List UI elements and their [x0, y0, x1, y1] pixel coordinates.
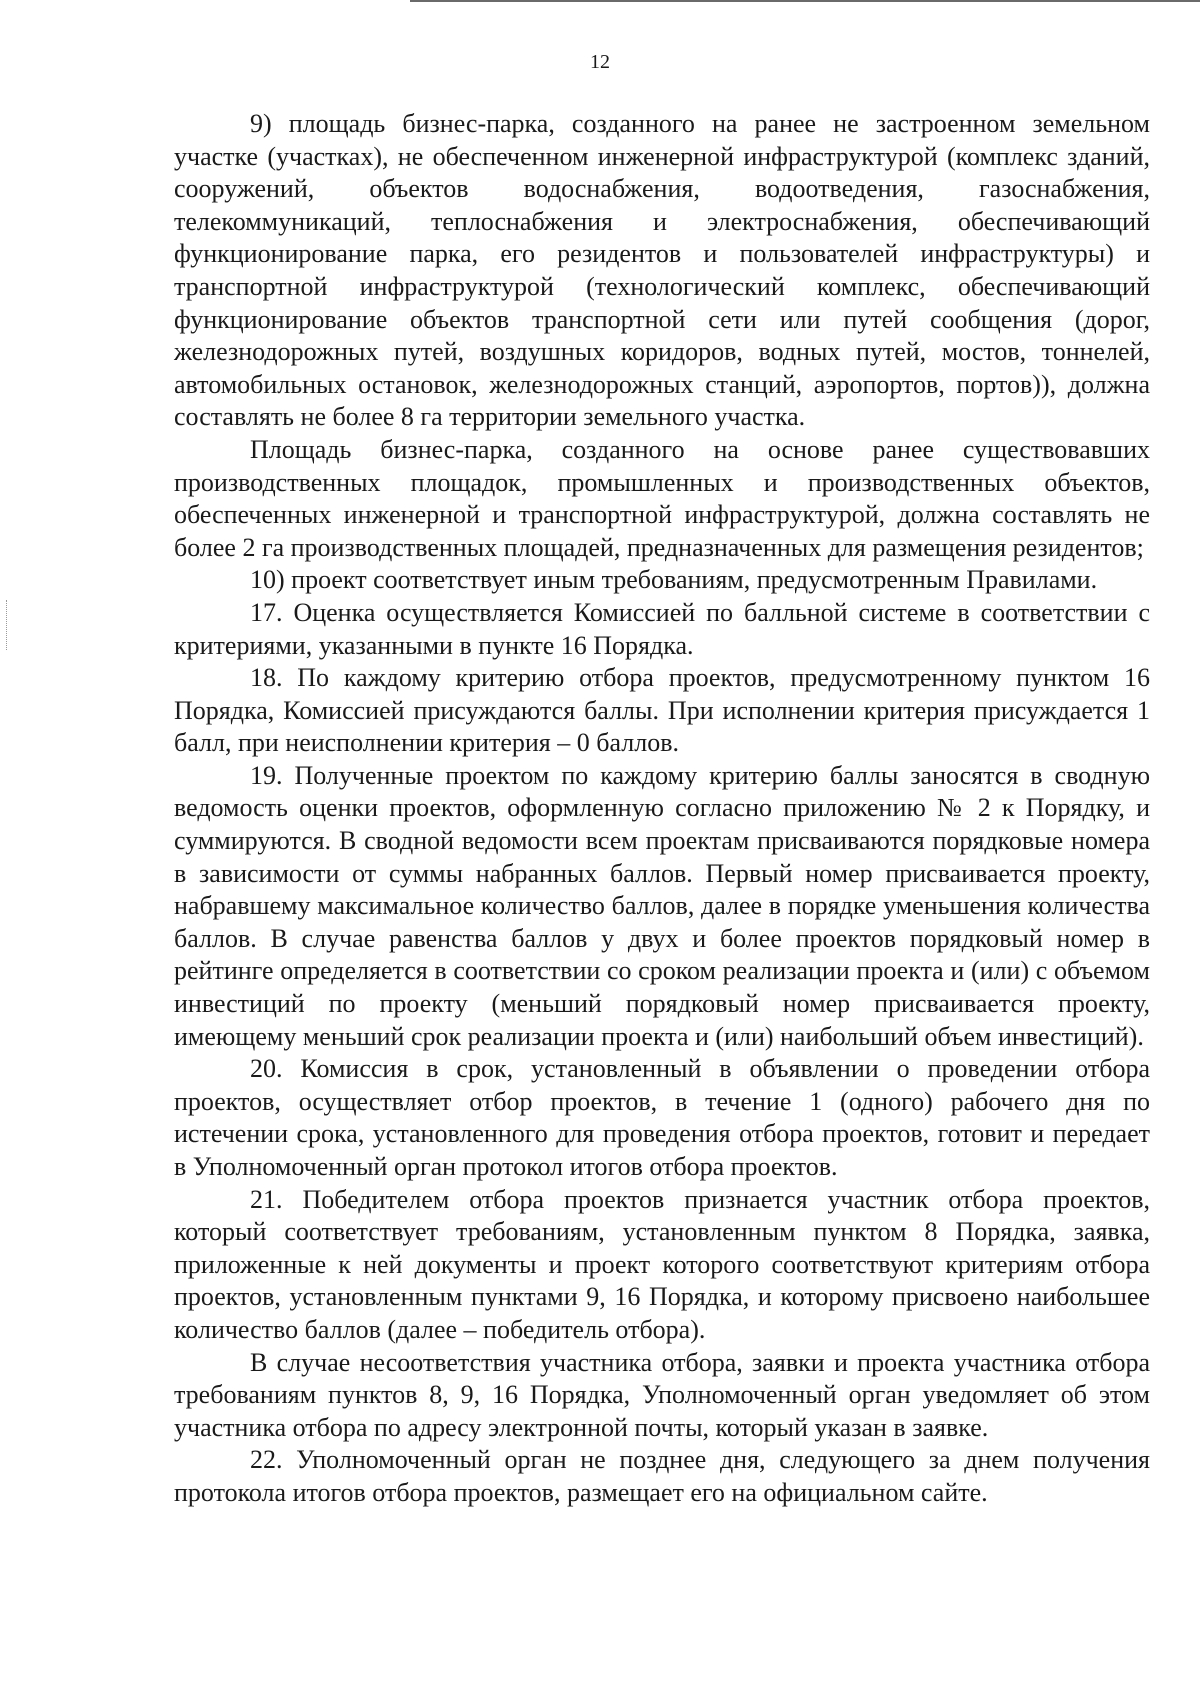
scan-margin-mark	[6, 600, 7, 650]
scan-edge-line	[410, 0, 1200, 2]
paragraph-item-9-area: 9) площадь бизнес-парка, созданного на ранее не застроенном земельном участке (участках), не обеспеченном инженерной инфраструктурой (комплекс зданий, сооружений, объектов водоснабжения, водоотведения, газоснабжения, телекоммуникаций, теплоснабжения и электроснабжения, обеспечивающий функционирование парка, его резидентов и пользователей инфраструктуры) и транспортной инфраструктурой (технологический комплекс, обеспечивающий функционирование объектов транспортной сети или путей сообщения (дорог, железнодорожных путей, воздушных коридоров, водных путей, мостов, тоннелей, автомобильных остановок, железнодорожных станций, аэропортов, портов)), должна составлять не более 8 га территории земельного участка.	[174, 109, 1150, 432]
paragraph-noncompliance: В случае несоответствия участника отбора, заявки и проекта участника отбора требованиям пунктов 8, 9, 16 Порядка, Уполномоченный орган уведомляет об этом участника отбора по адресу электронной почты, который указан в заявке.	[174, 1347, 1150, 1442]
paragraph-clause-22: 22. Уполномоченный орган не позднее дня, следующего за днем получения протокола итогов отбора проектов, размещает его на официальном сайте.	[174, 1445, 1150, 1507]
paragraph-existing-sites-area: Площадь бизнес-парка, созданного на основе ранее существовавших производственных площадок, промышленных и производственных объектов, обеспеченных инженерной и транспортной инфраструктурой, должна составлять не более 2 га производственных площадей, предназначенных для размещения резидентов;	[174, 434, 1150, 562]
paragraph-clause-20: 20. Комиссия в срок, установленный в объявлении о проведении отбора проектов, осуществляет отбор проектов, в течение 1 (одного) рабочего дня по истечении срока, установленного для проведения отбора проектов, готовит и передает в Уполномоченный орган протокол итогов отбора проектов.	[174, 1054, 1150, 1181]
paragraph-item-10: 10) проект соответствует иным требованиям, предусмотренным Правилами.	[250, 565, 1098, 595]
page-number: 12	[590, 51, 610, 73]
paragraph-clause-21: 21. Победителем отбора проектов признается участник отбора проектов, который соответствует требованиям, установленным пунктом 8 Порядка, заявка, приложенные к ней документы и проект которого соответствуют критериям отбора проектов, установленным пунктами 9, 16 Порядка, и которому присвоено наибольшее количество баллов (далее – победитель отбора).	[174, 1184, 1150, 1344]
paragraph-clause-19: 19. Полученные проектом по каждому критерию баллы заносятся в сводную ведомость оценки проектов, оформленную согласно приложению № 2 к Порядку, и суммируются. В сводной ведомости всем проектам присваиваются порядковые номера в зависимости от суммы набранных баллов. Первый номер присваивается проекту, набравшему максимальное количество баллов, далее в порядке уменьшения количества баллов. В случае равенства баллов у двух и более проектов порядковый номер в рейтинге определяется в соответствии со сроком реализации проекта и (или) с объемом инвестиций по проекту (меньший порядковый номер присваивается проекту, имеющему меньший срок реализации проекта и (или) наибольший объем инвестиций).	[174, 760, 1150, 1051]
document-body	[174, 108, 1150, 1510]
paragraph-clause-17: 17. Оценка осуществляется Комиссией по балльной системе в соответствии с критериями, указанными в пункте 16 Порядка.	[174, 597, 1150, 660]
paragraph-clause-18: 18. По каждому критерию отбора проектов, предусмотренному пунктом 16 Порядка, Комиссией присуждаются баллы. При исполнении критерия присуждается 1 балл, при неисполнении критерия – 0 баллов.	[174, 663, 1150, 758]
